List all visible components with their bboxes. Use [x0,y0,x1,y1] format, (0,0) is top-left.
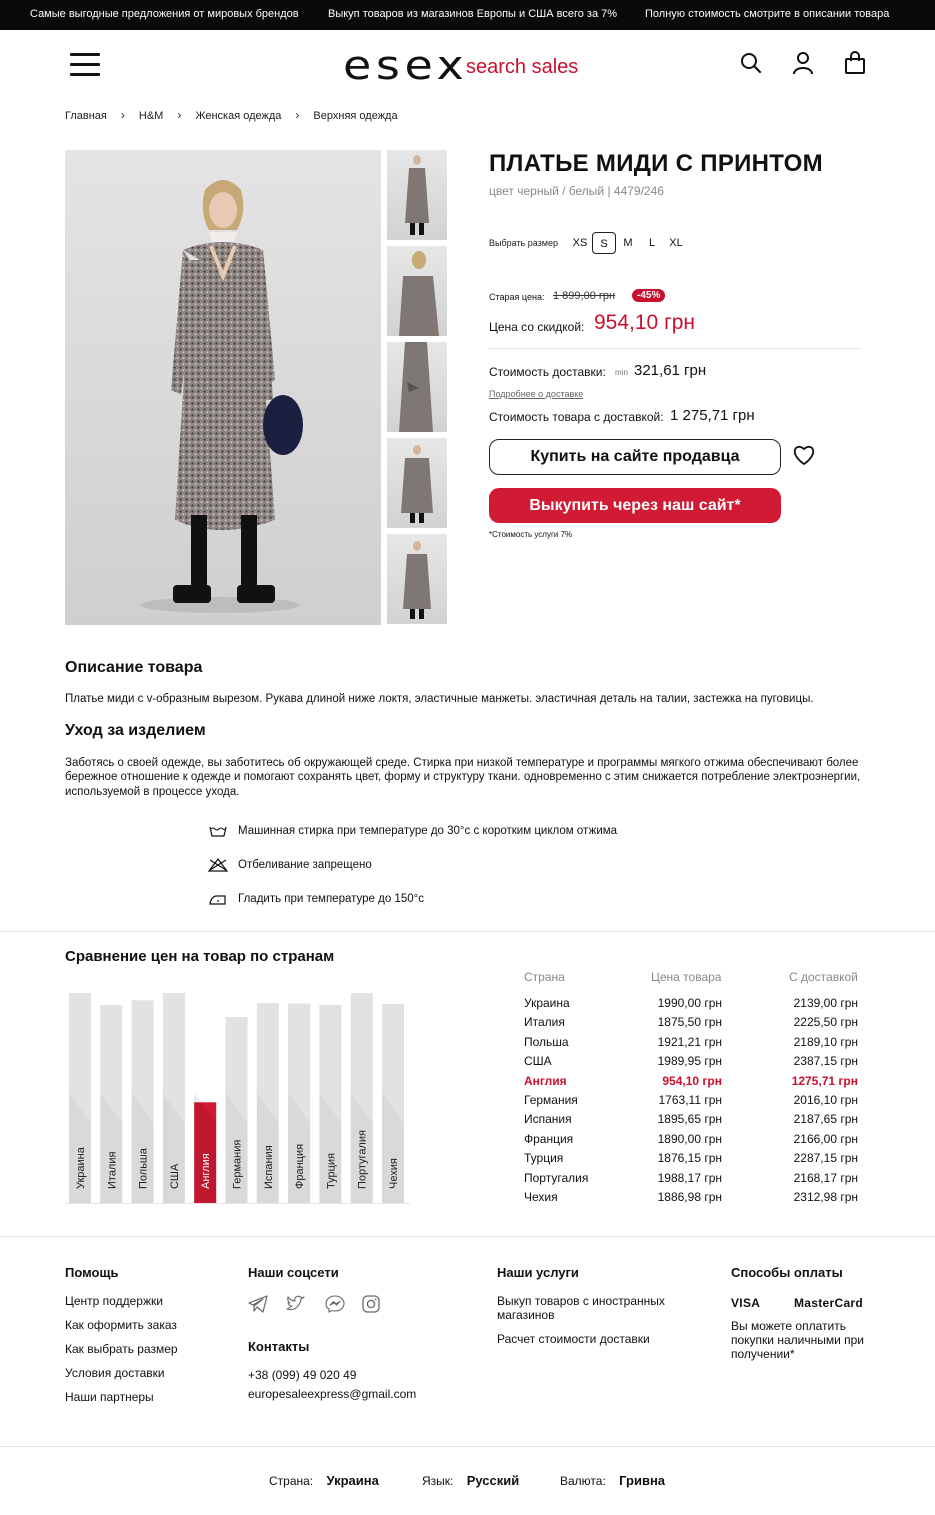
chart-bar-group [382,1004,404,1203]
comparison-title: Сравнение цен на товар по странам [65,948,335,965]
table-cell-price: 1763,11 грн [658,1093,722,1107]
footer-payment-heading: Способы оплаты [731,1265,843,1280]
table-cell-country: Франция [524,1131,574,1146]
size-option-xs[interactable]: XS [572,237,588,249]
chart-bar-group [257,1003,279,1203]
twitter-icon[interactable] [286,1295,306,1313]
size-option-s[interactable]: S [592,232,616,254]
chevron-right-icon: › [177,108,182,122]
footer-service-calc[interactable]: Расчет стоимости доставки [497,1332,650,1346]
bag-icon[interactable] [842,50,868,76]
currency-value: Гривна [619,1473,666,1488]
product-title: ПЛАТЬЕ МИДИ С ПРИНТОМ [489,150,823,177]
total-label: Стоимость товара с доставкой: [489,410,664,424]
description-text: Платье миди с v-образным вырезом. Рукава длиной ниже локтя, эластичные манжеты. эластичная деталь на талии, застежка на пуговицы. [65,693,814,705]
table-cell-with-delivery: 2016,10 грн [793,1093,858,1107]
table-cell-country: Англия [524,1073,567,1088]
chart-bar-group [132,1000,154,1203]
price-comparison-chart [65,980,410,1205]
footer-contacts-heading: Контакты [248,1339,310,1354]
dress-model-image [65,150,381,625]
footer-help-heading: Помощь [65,1265,119,1280]
currency-selector[interactable] [560,1473,665,1488]
buy-on-seller-site-button[interactable]: Купить на сайте продавца [489,439,781,475]
chart-bar-group [100,1005,122,1203]
total-value: 1 275,71 грн [670,407,755,424]
announcement-1: Самые выгодные предложения от мировых брендов [30,8,299,20]
chart-bar-group [194,1093,216,1203]
chart-category-label: Чехия [388,1158,400,1189]
chart-category-label: Польша [137,1148,150,1189]
visa-logo: VISA [731,1296,761,1310]
chart-bar-group [351,993,373,1203]
section-divider [0,1446,935,1447]
thumbnail-image [387,438,447,528]
table-cell-country: Германия [524,1093,578,1107]
footer-link-delivery[interactable]: Условия доставки [65,1366,165,1380]
table-cell-country: Португалия [524,1170,589,1185]
table-cell-price: 954,10 грн [662,1073,722,1088]
chart-category-label: США [168,1163,181,1189]
table-cell-price: 1890,00 грн [657,1131,722,1146]
table-cell-country: Испания [524,1112,572,1127]
table-cell-country: Украина [524,996,570,1010]
country-label: Страна: [269,1474,314,1488]
currency-label: Валюта: [560,1474,606,1488]
size-option-l[interactable]: L [648,237,656,249]
site-logo[interactable] [343,43,579,89]
language-selector[interactable] [422,1473,519,1488]
search-icon[interactable] [738,50,764,76]
logo-mark: esex [343,43,469,89]
divider [489,348,861,349]
discount-price-label: Цена со скидкой: [489,320,585,334]
breadcrumb [65,108,398,122]
table-header-delivery: С доставкой [789,970,858,984]
old-price: 1 899,00 грн [553,290,616,302]
chart-category-label: Турция [325,1153,338,1189]
breadcrumb-subcategory: Верхняя одежда [313,110,398,122]
footer-social-heading: Наши соцсети [248,1265,339,1280]
chart-bar-group [69,993,91,1203]
discount-badge: -45% [632,289,665,302]
product-thumbnail-3[interactable] [387,342,447,432]
language-label: Язык: [422,1474,454,1488]
section-divider [0,931,935,932]
table-cell-with-delivery: 1275,71 грн [791,1073,858,1088]
chevron-right-icon: › [295,108,300,122]
description-heading: Описание товара [65,659,203,676]
table-cell-country: Польша [524,1034,569,1049]
chart-bar-group [226,1017,248,1203]
footer-service-buyout[interactable]: Выкуп товаров с иностранных магазинов [497,1294,665,1322]
table-cell-price: 1895,65 грн [657,1112,722,1127]
table-cell-price: 1988,17 грн [657,1170,722,1185]
mastercard-logo: MasterCard [794,1296,864,1310]
table-cell-with-delivery: 2189,10 грн [793,1034,858,1049]
footer-email[interactable]: europesaleexpress@gmail.com [248,1387,417,1401]
thumbnail-image [387,246,447,336]
size-label: Выбрать размер [489,238,558,248]
announcement-2: Выкуп товаров из магазинов Европы и США всего за 7% [328,8,618,20]
chart-category-label: Украина [75,1147,87,1189]
care-item-text: Гладить при температуре до 150°с [238,893,424,905]
product-color-sku: цвет черный / белый | 4479/246 [489,184,664,198]
table-cell-price: 1886,98 грн [657,1190,722,1204]
care-text: Заботясь о своей одежде, вы заботитесь об окружающей среде. Стирка при низкой температуре и программы мягкого отжима обеспечивают более бережное отношение к одежде и помогают сохранять цвет, форму и структуру ткани. одновременно с этим снижается потребление электроэнергии, используемой в процессе ухода. [65,757,861,798]
footer-link-support[interactable]: Центр поддержки [65,1294,163,1308]
table-cell-price: 1875,50 грн [657,1015,722,1030]
announcement-3: Полную стоимость смотрите в описании товара [645,8,890,20]
thumbnail-image [387,534,447,624]
shipping-value: 321,61 грн [634,362,707,379]
chart-bar-group [288,1004,310,1203]
country-selector[interactable] [269,1473,379,1488]
chart-category-label: Италия [106,1151,119,1189]
footer-link-partners[interactable]: Наши партнеры [65,1390,154,1404]
chart-bar-group [163,993,185,1203]
telegram-icon[interactable] [248,1295,268,1313]
table-cell-with-delivery: 2225,50 грн [793,1015,858,1030]
shipping-min-label: min [615,368,628,377]
product-thumbnail-2[interactable] [387,246,447,336]
product-thumbnail-1[interactable] [387,150,447,240]
table-cell-price: 1921,21 грн [657,1034,722,1049]
chart-category-label: Германия [231,1139,244,1189]
product-thumbnail-5[interactable] [387,534,447,624]
chevron-right-icon: › [120,108,125,122]
table-header-price: Цена товара [651,970,722,984]
footer-phone[interactable]: +38 (099) 49 020 49 [248,1368,357,1382]
iron-icon [208,892,228,906]
thumbnail-image [387,342,447,432]
wash-icon [208,824,228,838]
size-option-xl[interactable]: XL [669,237,683,249]
logo-subtitle: search sales [466,56,579,78]
care-item-text: Отбеливание запрещено [238,859,372,871]
care-heading: Уход за изделием [65,722,206,739]
size-selector [568,232,688,254]
table-cell-country: Чехия [524,1190,558,1204]
top-announcement-bar [0,0,935,30]
payment-note: Вы можете оплатить покупки наличными при получении* [731,1319,865,1361]
menu-icon[interactable] [70,53,100,77]
chart-category-label: Португалия [356,1130,369,1189]
table-cell-price: 1990,00 грн [657,996,722,1010]
table-cell-with-delivery: 2312,98 грн [793,1190,858,1204]
table-cell-with-delivery: 2166,00 грн [793,1131,858,1146]
table-cell-country: Турция [524,1151,564,1166]
shipping-details-link[interactable]: Подробнее о доставке [489,389,584,399]
size-option-m[interactable]: M [623,237,633,249]
no-bleach-icon [208,858,228,872]
table-cell-with-delivery: 2139,00 грн [793,996,858,1010]
chart-category-label: Франция [294,1143,307,1189]
heart-icon[interactable] [792,444,816,466]
product-thumbnail-4[interactable] [387,438,447,528]
chart-category-label: Англия [200,1153,213,1189]
section-divider [0,1236,935,1237]
user-icon[interactable] [790,50,816,76]
table-cell-with-delivery: 2287,15 грн [793,1151,858,1166]
breadcrumb-category[interactable]: Женская одежда [195,110,282,122]
breadcrumb-home[interactable]: Главная [65,110,107,122]
country-value: Украина [326,1473,379,1488]
breadcrumb-brand[interactable]: H&M [138,110,164,122]
table-cell-country: США [524,1054,552,1069]
footer-services-heading: Наши услуги [497,1265,579,1280]
table-cell-with-delivery: 2168,17 грн [793,1170,858,1185]
thumbnail-image [387,150,447,240]
table-cell-with-delivery: 2387,15 грн [793,1054,858,1069]
table-cell-with-delivery: 2187,65 грн [793,1112,858,1127]
table-cell-price: 1876,15 грн [657,1151,722,1166]
buy-through-our-site-button[interactable]: Выкупить через наш сайт* [489,488,781,523]
shipping-label: Стоимость доставки: [489,365,606,379]
instagram-icon[interactable] [361,1295,381,1313]
care-item-text: Машинная стирка при температуре до 30°с с коротким циклом отжима [238,825,618,837]
footer-link-size[interactable]: Как выбрать размер [65,1342,178,1356]
table-cell-country: Италия [524,1015,565,1030]
product-main-photo[interactable] [65,150,381,625]
language-value: Русский [466,1473,520,1488]
footer-link-order[interactable]: Как оформить заказ [65,1318,177,1332]
table-cell-price: 1989,95 грн [657,1054,722,1069]
discount-price: 954,10 грн [594,311,696,334]
chart-bar-group [319,1005,341,1203]
table-header-country: Страна [524,970,565,984]
messenger-icon[interactable] [325,1295,345,1313]
chart-category-label: Испания [262,1145,275,1189]
service-fee-note: *Стоимость услуги 7% [489,530,573,539]
old-price-label: Старая цена: [489,292,545,302]
